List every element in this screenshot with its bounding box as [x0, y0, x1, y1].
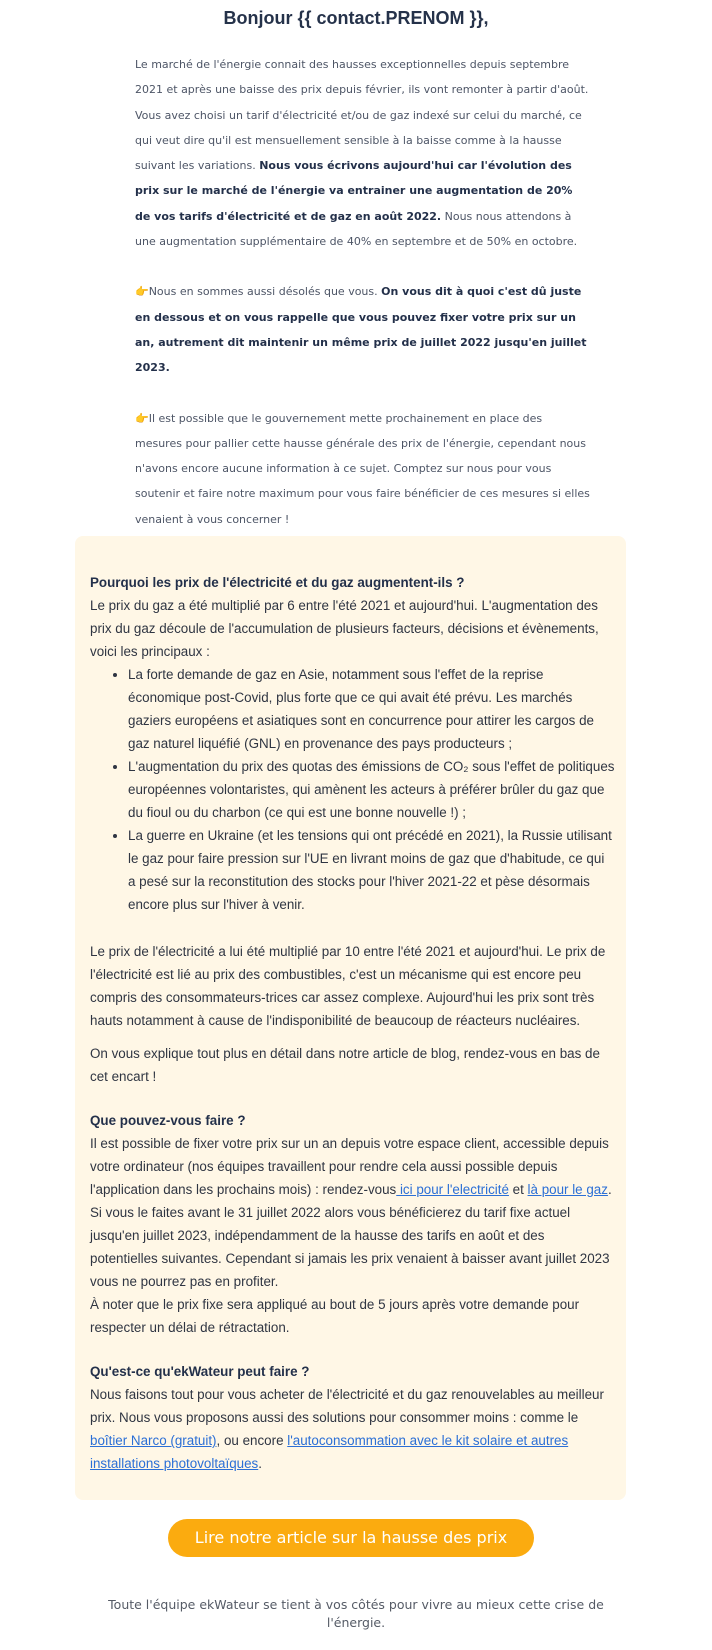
- footer-signature: Toute l'équipe ekWateur se tient à vos côtés pour vivre au mieux cette crise de l'énergie.: [108, 1597, 604, 1630]
- solar-kit-link[interactable]: l'autoconsommation avec le kit solaire et autres installations photovoltaïques: [90, 1433, 569, 1471]
- list-item: • La guerre en Ukraine (et les tensions qui ont précédé en 2021), la Russie utilisant le gaz pour faire pression sur l'UE en livrant moins de gaz que d'habitude, ce qui a pesé sur la reconstitution des stocks pour l'hiver 2021-22 et pèse désormais encore plus sur l'hiver à venir.: [128, 824, 615, 916]
- intro-paragraph-sorry: [135, 279, 590, 380]
- intro-government-text: Il est possible que le gouvernement mette prochainement en place des mesures pour pallier cette hausse générale des prix de l'énergie, cependant nous n'avons encore aucune information à ce sujet. Comptez sur nous pour vous soutenir et faire notre maximum pour vous faire bénéficier de ces mesures si elles venaient à vous concerner !: [135, 411, 590, 526]
- what-title: Que pouvez-vous faire ?: [90, 1113, 246, 1128]
- ekwateur-text-end: .: [258, 1456, 262, 1471]
- why-title: Pourquoi les prix de l'électricité et du gaz augmentent-ils ?: [90, 575, 465, 590]
- ekwateur-text-start: Nous faisons tout pour vous acheter de l'électricité et du gaz renouvelables au meilleur prix. Nous vous proposons aussi des solutions pour consommer moins : comme le: [90, 1387, 604, 1425]
- read-article-button[interactable]: Lire notre article sur la hausse des prix: [168, 1519, 534, 1557]
- spacer: [90, 1088, 615, 1109]
- spacer: [90, 1339, 615, 1360]
- info-box-content: [90, 571, 615, 1475]
- info-box: [75, 536, 626, 1500]
- intro-section: [135, 52, 590, 532]
- list-item: • L'augmentation du prix des quotas des émissions de CO₂ sous l'effet de politiques européennes volontaristes, qui amènent les acteurs à préférer brûler du gaz que du fioul ou du charbon (ce qui est une bonne nouvelle !) ;: [128, 755, 615, 824]
- what-text-and: et: [508, 1182, 528, 1197]
- intro-sorry-text: Nous en sommes aussi désolés que vous.: [148, 285, 382, 299]
- electricity-link[interactable]: ici pour l'electricité: [396, 1182, 509, 1197]
- what-text-start: Il est possible de fixer votre prix sur un an depuis votre espace client, accessible depuis votre ordinateur (nos équipes travaillent pour rendre cela aussi possible depuis l'application dans les prochains mois) : rendez-vous: [90, 1136, 609, 1197]
- list-item: • La forte demande de gaz en Asie, notamment sous l'effet de la reprise économique post-Covid, plus forte que ce qui avait été prévu. Les marchés gaziers européens et asiatiques sont en concurrence pour attirer les cargos de gaz naturel liquéfié (GNL) en provenance des pays producteurs ;: [128, 663, 615, 755]
- intro-paragraph-tariff: [135, 103, 590, 255]
- ekwateur-text: [90, 1383, 615, 1475]
- what-text-end: . Si vous le faites avant le 31 juillet 2022 alors vous bénéficierez du tarif fixe actuel jusqu'en juillet 2023, indépendamment de la hausse des tarifs en août et des potentielles suivantes. Cependant si jamais les prix venaient à baisser avant juillet 2023 vous ne pourrez pas en profiter.: [90, 1182, 612, 1289]
- what-text: [90, 1132, 615, 1293]
- ekwateur-title: Qu'est-ce qu'ekWateur peut faire ?: [90, 1364, 310, 1379]
- spacer: [90, 916, 615, 940]
- pointing-hand-icon: 👉: [135, 285, 149, 299]
- greeting-heading: Bonjour {{ contact.PRENOM }},: [223, 8, 489, 28]
- intro-paragraph-government: [135, 406, 590, 532]
- intro-tariff-bold: Nous vous écrivons aujourd'hui car l'évolution des prix sur le marché de l'énergie va entrainer une augmentation de 20% de vos tarifs d'électricité et de gaz en août 2022.: [135, 159, 573, 223]
- pointing-hand-icon: 👉: [135, 411, 149, 425]
- gas-link[interactable]: là pour le gaz: [527, 1182, 608, 1197]
- spacer: [135, 381, 590, 406]
- why-text: Le prix du gaz a été multiplié par 6 entre l'été 2021 et aujourd'hui. L'augmentation des prix du gaz découle de l'accumulation de plusieurs facteurs, décisions et évènements, voici les principaux :: [90, 598, 599, 659]
- intro-sorry-bold: On vous dit à quoi c'est dû juste en dessous et on vous rappelle que vous pouvez fixer votre prix sur un an, autrement dit maintenir un même prix de juillet 2022 jusqu'en juillet 2023.: [135, 285, 587, 375]
- electricity-text: Le prix de l'électricité a lui été multiplié par 10 entre l'été 2021 et aujourd'hui. Le prix de l'électricité est lié au prix des combustibles, c'est un mécanisme qui est encore peu compris des consommateurs-trices car assez complexe. Aujourd'hui les prix sont très hauts notamment à cause de l'indisponibilité de beaucoup de réacteurs nucléaires.: [90, 944, 606, 1028]
- narco-link[interactable]: boîtier Narco (gratuit): [90, 1433, 217, 1448]
- intro-paragraph-market: Le marché de l'énergie connait des hausses exceptionnelles depuis septembre 2021 et après une baisse des prix depuis février, ils vont remonter à partir d'août.: [135, 58, 589, 97]
- retraction-note: À noter que le prix fixe sera appliqué au bout de 5 jours après votre demande pour respecter un délai de rétractation.: [90, 1297, 580, 1335]
- blog-text: On vous explique tout plus en détail dans notre article de blog, rendez-vous en bas de cet encart !: [90, 1046, 600, 1084]
- intro-tariff-text-end: Nous nous attendons à une augmentation supplémentaire de 40% en septembre et de 50% en octobre.: [135, 209, 578, 249]
- causes-list: [90, 663, 615, 916]
- intro-tariff-text: Vous avez choisi un tarif d'électricité et/ou de gaz indexé sur celui du marché, ce qui veut dire qu'il est mensuellement sensible à la baisse comme à la hausse suivant les variations.: [135, 108, 582, 173]
- spacer: [135, 254, 590, 279]
- ekwateur-text-middle: , ou encore: [216, 1433, 288, 1448]
- spacer: [90, 1032, 615, 1042]
